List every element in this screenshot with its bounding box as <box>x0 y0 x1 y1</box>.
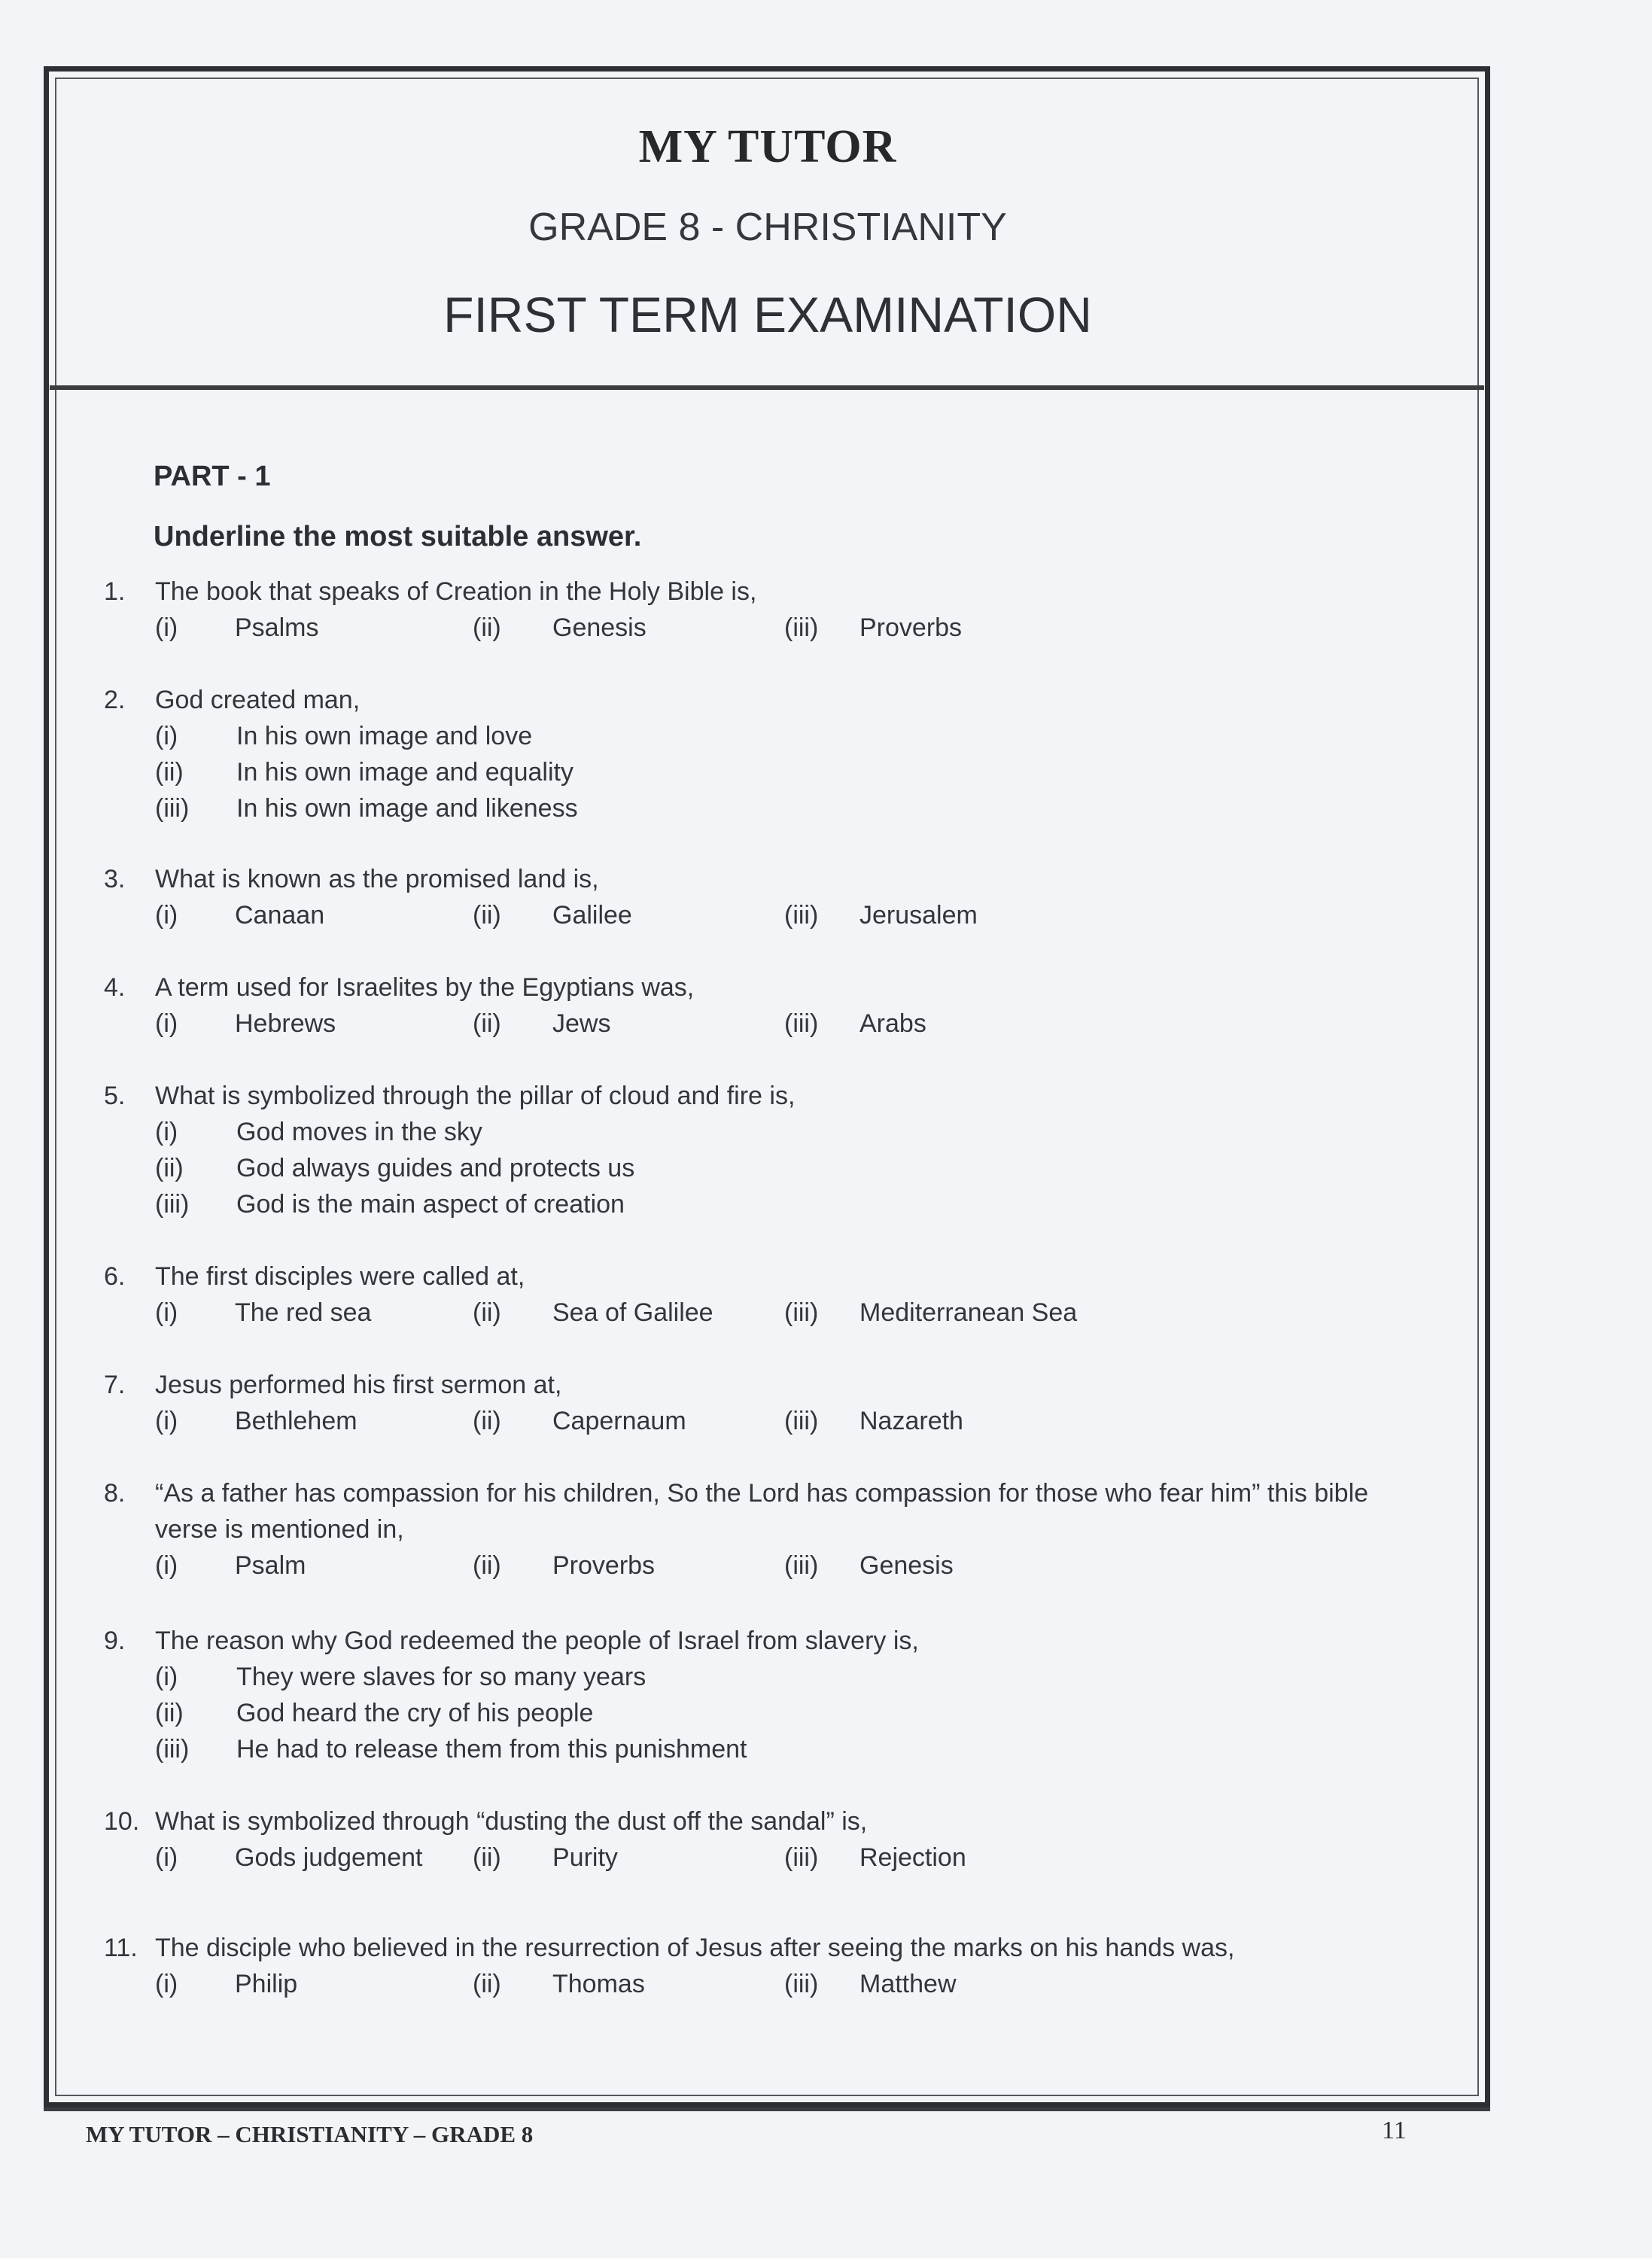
footer-title: MY TUTOR – CHRISTIANITY – GRADE 8 <box>86 2121 534 2147</box>
question-line <box>104 1078 1459 1114</box>
question-line <box>104 682 1459 718</box>
question-number: 2. <box>104 686 126 714</box>
option-text[interactable]: Jerusalem <box>859 901 978 930</box>
option-text[interactable]: Bethlehem <box>235 1407 357 1435</box>
question-text: What is known as the promised land is, <box>155 865 599 893</box>
question-line <box>104 1475 1459 1511</box>
option-text[interactable]: Galilee <box>552 901 632 930</box>
option-marker: (i) <box>155 1298 178 1327</box>
question-line <box>104 861 1459 897</box>
option-row <box>104 1731 1459 1767</box>
option-text[interactable]: Psalm <box>235 1551 306 1580</box>
options-row <box>104 1295 1459 1331</box>
option-marker: (iii) <box>784 1843 819 1872</box>
exam-title: FIRST TERM EXAMINATION <box>443 287 1092 342</box>
question-line <box>104 574 1459 610</box>
question-line <box>104 1623 1459 1659</box>
question-number: 10. <box>104 1807 140 1836</box>
option-marker: (iii) <box>784 1551 819 1580</box>
question-1 <box>104 574 1459 646</box>
option-marker: (i) <box>155 1663 178 1691</box>
question-10 <box>104 1803 1459 1876</box>
question-number: 11. <box>104 1934 138 1962</box>
option-text[interactable]: Purity <box>552 1843 618 1872</box>
instruction: Underline the most suitable answer. <box>154 521 642 552</box>
question-text: Jesus performed his first sermon at, <box>155 1371 562 1399</box>
brand-title: MY TUTOR <box>638 121 897 172</box>
option-marker: (iii) <box>784 901 819 930</box>
option-text[interactable]: He had to release them from this punishment <box>236 1735 747 1763</box>
option-text[interactable]: Genesis <box>552 613 647 642</box>
options-row <box>104 1966 1459 2002</box>
question-number: 8. <box>104 1479 126 1508</box>
options-row <box>104 1547 1459 1584</box>
question-number: 6. <box>104 1262 126 1291</box>
option-text[interactable]: Mediterranean Sea <box>859 1298 1078 1327</box>
option-row <box>104 1695 1459 1731</box>
options-row <box>104 610 1459 646</box>
header-divider <box>50 385 1484 390</box>
option-marker: (ii) <box>473 1551 501 1580</box>
question-line-continued <box>104 1511 1459 1547</box>
question-11 <box>104 1930 1459 2002</box>
question-text: God created man, <box>155 686 361 714</box>
options-row <box>104 1403 1459 1439</box>
option-marker: (i) <box>155 1118 178 1146</box>
option-marker: (ii) <box>155 1154 184 1182</box>
option-text[interactable]: Philip <box>235 1970 298 1998</box>
option-marker: (iii) <box>784 1407 819 1435</box>
question-number: 4. <box>104 973 126 1002</box>
question-9 <box>104 1623 1459 1767</box>
option-text[interactable]: God is the main aspect of creation <box>236 1190 625 1219</box>
question-line <box>104 1930 1459 1966</box>
option-marker: (iii) <box>784 1970 819 1998</box>
option-text[interactable]: In his own image and love <box>236 722 533 750</box>
option-marker: (i) <box>155 1009 178 1038</box>
option-row <box>104 1114 1459 1150</box>
option-marker: (i) <box>155 1970 178 1998</box>
question-3 <box>104 861 1459 933</box>
option-text[interactable]: Psalms <box>235 613 319 642</box>
option-marker: (i) <box>155 722 178 750</box>
option-marker: (ii) <box>473 1009 501 1038</box>
option-marker: (ii) <box>155 1699 184 1727</box>
option-marker: (ii) <box>473 901 501 930</box>
option-text[interactable]: Gods judgement <box>235 1843 423 1872</box>
option-marker: (iii) <box>155 794 190 823</box>
option-text[interactable]: Thomas <box>552 1970 645 1998</box>
option-marker: (ii) <box>473 1298 501 1327</box>
option-marker: (i) <box>155 1843 178 1872</box>
options-row <box>104 1840 1459 1876</box>
question-text-continued: verse is mentioned in, <box>155 1515 404 1544</box>
question-text: The book that speaks of Creation in the Holy Bible is, <box>155 577 757 606</box>
question-number: 7. <box>104 1371 126 1399</box>
option-text[interactable]: Sea of Galilee <box>552 1298 713 1327</box>
option-text[interactable]: God always guides and protects us <box>236 1154 635 1182</box>
option-text[interactable]: Proverbs <box>552 1551 656 1580</box>
option-row <box>104 754 1459 790</box>
option-marker: (ii) <box>473 1407 501 1435</box>
option-text[interactable]: Jews <box>552 1009 611 1038</box>
option-marker: (ii) <box>473 613 501 642</box>
option-marker: (ii) <box>155 758 184 787</box>
option-text[interactable]: In his own image and equality <box>236 758 573 787</box>
question-number: 1. <box>104 577 126 606</box>
option-marker: (iii) <box>784 1009 819 1038</box>
option-text[interactable]: Nazareth <box>859 1407 963 1435</box>
question-text: “As a father has compassion for his children, So the Lord has compassion for those who fear him” this bible <box>155 1479 1369 1508</box>
option-text[interactable]: Hebrews <box>235 1009 336 1038</box>
option-text[interactable]: Arabs <box>859 1009 926 1038</box>
question-number: 5. <box>104 1082 126 1110</box>
option-text[interactable]: Canaan <box>235 901 325 930</box>
option-text[interactable]: Rejection <box>859 1843 966 1872</box>
option-text[interactable]: God moves in the sky <box>236 1118 482 1146</box>
question-7 <box>104 1367 1459 1439</box>
question-line <box>104 1367 1459 1403</box>
question-text: The reason why God redeemed the people of Israel from slavery is, <box>155 1627 919 1655</box>
option-marker: (ii) <box>473 1843 501 1872</box>
question-8 <box>104 1475 1459 1584</box>
question-text: The first disciples were called at, <box>155 1262 525 1291</box>
option-text[interactable]: In his own image and likeness <box>236 794 578 823</box>
option-row <box>104 790 1459 826</box>
option-row <box>104 1659 1459 1695</box>
question-5 <box>104 1078 1459 1222</box>
question-number: 9. <box>104 1627 126 1655</box>
question-text: What is symbolized through the pillar of cloud and fire is, <box>155 1082 796 1110</box>
option-marker: (i) <box>155 901 178 930</box>
option-marker: (i) <box>155 1407 178 1435</box>
footer-divider <box>44 2107 1490 2111</box>
option-text[interactable]: Capernaum <box>552 1407 686 1435</box>
subject-title: GRADE 8 - CHRISTIANITY <box>528 205 1007 249</box>
question-number: 3. <box>104 865 126 893</box>
option-marker: (iii) <box>784 1298 819 1327</box>
option-text[interactable]: They were slaves for so many years <box>236 1663 647 1691</box>
question-line <box>104 969 1459 1006</box>
option-row <box>104 1150 1459 1186</box>
option-marker: (iii) <box>155 1735 190 1763</box>
option-text[interactable]: Genesis <box>859 1551 954 1580</box>
option-text[interactable]: The red sea <box>235 1298 372 1327</box>
question-text: The disciple who believed in the resurrection of Jesus after seeing the marks on his hands was, <box>155 1934 1235 1962</box>
option-marker: (i) <box>155 613 178 642</box>
page-number: 11 <box>1382 2116 1407 2144</box>
question-line <box>104 1258 1459 1295</box>
option-text[interactable]: Matthew <box>859 1970 957 1998</box>
question-2 <box>104 682 1459 826</box>
question-text: A term used for Israelites by the Egyptians was, <box>155 973 695 1002</box>
option-text[interactable]: Proverbs <box>859 613 963 642</box>
option-row <box>104 718 1459 754</box>
option-row <box>104 1186 1459 1222</box>
option-marker: (iii) <box>155 1190 190 1219</box>
option-marker: (i) <box>155 1551 178 1580</box>
options-row <box>104 1006 1459 1042</box>
option-text[interactable]: God heard the cry of his people <box>236 1699 594 1727</box>
option-marker: (iii) <box>784 613 819 642</box>
option-marker: (ii) <box>473 1970 501 1998</box>
question-4 <box>104 969 1459 1042</box>
question-line <box>104 1803 1459 1840</box>
options-row <box>104 897 1459 933</box>
part-label: PART - 1 <box>154 461 271 492</box>
question-text: What is symbolized through “dusting the dust off the sandal” is, <box>155 1807 868 1836</box>
question-6 <box>104 1258 1459 1331</box>
